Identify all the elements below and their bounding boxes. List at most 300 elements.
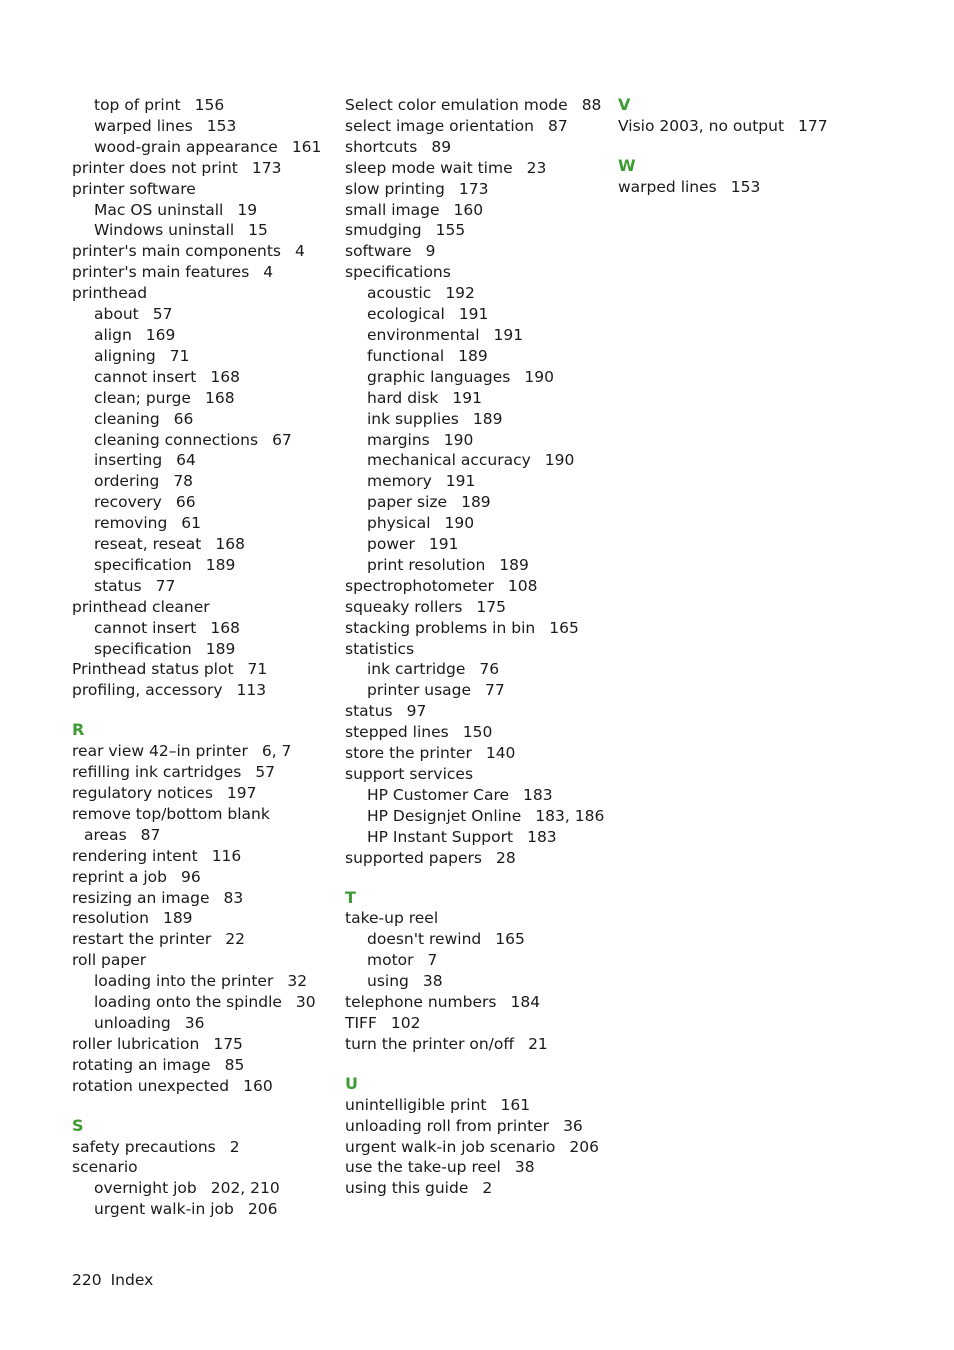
page-reference: 36 [563,1116,583,1135]
index-term: support services [345,765,474,783]
index-term: rotation unexpected [72,1076,230,1095]
index-term: unloading roll from printer [345,1116,550,1135]
index-term: printer software [72,179,196,198]
page-reference: 189 [205,639,236,658]
index-term: store the printer [345,744,472,763]
page-reference: 96 [180,867,201,886]
index-entry [345,179,610,200]
index-term: status [94,576,142,595]
page-reference: 32 [287,972,308,991]
index-term: status [345,702,393,721]
page-reference: 108 [507,576,538,595]
index-subentry [345,471,610,492]
page-reference: 30 [295,993,316,1012]
index-term: cannot insert [94,618,197,637]
page-reference: 183 [527,827,557,846]
index-term: ecological [367,305,445,324]
index-term: resolution [72,909,149,928]
page-reference: 83 [223,888,244,907]
index-entry [345,262,610,283]
index-term: top of print [94,96,181,114]
index-entry [72,846,337,867]
index-term: HP Customer Care [367,785,510,804]
page-reference: 165 [495,930,525,949]
index-letter-heading: W [618,155,636,175]
index-subentry [345,785,610,806]
index-subentry [72,639,337,660]
index-term: use the take-up reel [345,1158,501,1177]
page-reference: 61 [181,514,202,533]
page-reference: 168 [215,535,245,554]
index-term: functional [367,346,445,365]
page-number: 220 [72,1271,102,1289]
index-subentry [345,513,610,534]
page-footer [72,1270,153,1290]
page-reference: 15 [248,221,268,240]
index-column-1 [72,95,337,1220]
page-reference: 87 [547,116,568,135]
index-subentry [345,659,610,680]
index-entry [618,116,918,137]
index-subentry [345,492,610,513]
index-subentry [72,471,337,492]
index-subentry [345,346,610,367]
index-entry [72,179,337,200]
page-reference: 36 [184,1013,205,1032]
page-reference: 76 [479,660,500,679]
index-term: ink supplies [367,409,459,428]
index-term: take-up reel [345,909,439,928]
index-term: overnight job [94,1179,197,1198]
index-subentry [72,325,337,346]
index-term: paper size [367,493,448,512]
index-subentry [345,950,610,971]
index-subentry [72,430,337,451]
index-term: using [367,972,409,991]
page-reference: 189 [472,409,503,428]
page-reference: 168 [210,618,240,637]
page-reference: 206 [247,1200,278,1219]
index-term: acoustic [367,284,432,303]
index-term: wood-grain appearance [94,137,278,156]
index-entry [72,680,337,701]
index-subentry [72,116,337,137]
index-entry [345,116,610,137]
index-term: profiling, accessory [72,681,223,700]
index-entry [72,908,337,929]
index-entry [345,1137,610,1158]
page-reference: 23 [526,158,547,177]
index-term: warped lines [94,116,193,135]
index-term: environmental [367,325,480,344]
page-reference: 87 [140,825,161,844]
index-term: slow printing [345,179,445,198]
page-reference: 66 [175,493,196,512]
index-entry [72,1055,337,1076]
footer-section-title: Index [110,1271,154,1289]
page-reference: 77 [485,681,505,700]
index-term: loading onto the spindle [94,993,282,1012]
index-term: ink cartridge [367,660,466,679]
page-reference: 191 [428,535,459,554]
index-entry [345,764,610,785]
page-reference: 64 [176,451,196,470]
page-reference: 156 [194,96,225,114]
index-term: roller lubrication [72,1034,200,1053]
index-entry [345,639,610,660]
index-term: unintelligible print [345,1095,487,1114]
index-term: graphic languages [367,367,511,386]
index-column-3 [618,95,918,198]
page-reference: 2 [229,1137,240,1156]
page-reference: 165 [549,618,579,637]
page-reference: 57 [255,763,276,782]
page-reference: 184 [510,993,541,1012]
page-reference: 190 [544,451,575,470]
index-term: Printhead status plot [72,660,234,679]
index-term: select image orientation [345,116,534,135]
page-reference: 102 [390,1013,421,1032]
page-reference: 97 [406,702,427,721]
index-term: Windows uninstall [94,221,235,240]
index-subentry [72,513,337,534]
index-entry [345,618,610,639]
index-term: sleep mode wait time [345,158,513,177]
index-term: safety precautions [72,1137,216,1156]
index-term: regulatory notices [72,784,213,802]
page-reference: 190 [524,367,554,386]
index-entry [345,1178,610,1199]
page-reference: 189 [458,346,488,365]
index-entry [345,200,610,221]
index-term: Mac OS uninstall [94,200,224,219]
index-subentry [345,680,610,701]
index-term: inserting [94,451,163,470]
index-term: rotating an image [72,1055,211,1074]
index-term: doesn't rewind [367,930,482,949]
index-subentry [72,409,337,430]
page-reference: 116 [211,846,242,865]
index-term: software [345,242,412,261]
page-reference: 189 [499,555,529,574]
page-reference: 57 [152,305,173,324]
page-reference: 161 [500,1095,531,1114]
index-term: urgent walk-in job scenario [345,1137,556,1156]
index-term: cleaning [94,409,160,428]
index-term: motor [367,951,414,970]
index-entry [345,137,610,158]
page-reference: 71 [169,346,190,365]
index-subentry [72,1199,337,1220]
index-entry [345,908,610,929]
index-term: supported papers [345,848,482,867]
page-reference: 155 [435,221,466,240]
index-subentry [345,409,610,430]
index-subentry [345,971,610,992]
index-term: small image [345,200,440,219]
index-subentry [345,806,610,827]
page-reference: 168 [210,367,240,386]
index-subentry [345,555,610,576]
page-reference: 21 [528,1034,548,1053]
index-term: turn the printer on/off [345,1034,515,1053]
index-entry [72,262,337,283]
page-reference: 160 [243,1076,273,1095]
index-term: hard disk [367,388,439,407]
index-subentry [345,367,610,388]
index-subentry [345,929,610,950]
index-entry [345,158,610,179]
page-reference: 206 [569,1137,600,1156]
page-reference: 71 [247,660,268,679]
index-term: about [94,305,139,324]
page-reference: 4 [263,263,274,282]
index-term: squeaky rollers [345,597,463,616]
index-subentry [72,1013,337,1034]
index-entry [618,177,918,198]
page-reference: 85 [224,1055,245,1074]
page-reference: 66 [173,409,194,428]
index-entry [345,1157,610,1178]
index-entry [72,804,337,846]
index-subentry [345,450,610,471]
index-term: mechanical accuracy [367,451,531,470]
page-reference: 28 [495,848,516,867]
index-subentry [345,388,610,409]
index-term: align [94,325,132,344]
page-reference: 19 [237,200,258,219]
index-term: urgent walk-in job [94,1200,234,1219]
index-entry [72,1076,337,1097]
index-subentry [72,95,337,116]
index-subentry [72,555,337,576]
index-letter-heading: R [72,720,85,740]
index-subentry [345,430,610,451]
index-subentry [72,304,337,325]
page-reference: 6, 7 [261,742,292,761]
page-reference: 191 [452,388,482,407]
index-term: memory [367,472,432,491]
index-term: printer does not print [72,158,238,177]
index-entry [72,950,337,971]
index-term: HP Instant Support [367,827,514,846]
index-term: scenario [72,1158,138,1177]
index-subentry [345,534,610,555]
index-entry [72,1137,337,1158]
index-term: using this guide [345,1179,469,1198]
index-term: recovery [94,493,162,512]
index-term: printer's main features [72,263,250,282]
index-term: spectrophotometer [345,576,494,595]
page-reference: 192 [445,284,475,303]
index-entry [345,95,610,116]
index-term: remove top/bottom blank areas [72,804,270,844]
index-entry [72,929,337,950]
index-term: stacking problems in bin [345,618,536,637]
index-term: specification [94,555,192,574]
index-entry [345,1116,610,1137]
index-entry [72,659,337,680]
index-entry [72,783,337,804]
index-term: reprint a job [72,867,167,886]
index-subentry [72,346,337,367]
page-reference: 189 [461,493,491,512]
index-entry [345,992,610,1013]
index-letter-heading: T [345,887,356,907]
page-reference: 77 [155,576,176,595]
index-entry [345,241,610,262]
index-term: smudging [345,221,422,240]
index-term: removing [94,514,168,533]
index-term: printer usage [367,681,472,700]
page-reference: 197 [226,784,257,802]
page-reference: 175 [476,597,507,616]
index-term: print resolution [367,555,486,574]
index-term: rear view 42–in printer [72,742,248,761]
index-term: Visio 2003, no output [618,116,785,135]
index-term: clean; purge [94,388,191,407]
index-term: ordering [94,472,160,491]
index-entry [72,762,337,783]
index-term: printhead cleaner [72,597,210,616]
index-subentry [72,450,337,471]
page-reference: 191 [458,305,489,324]
index-entry [72,241,337,262]
index-term: TIFF [345,1013,377,1032]
index-entry [345,597,610,618]
index-subentry [72,200,337,221]
index-entry [345,1095,610,1116]
page-reference: 9 [425,242,436,261]
index-subentry [72,992,337,1013]
page-reference: 38 [514,1158,535,1177]
page-reference: 202, 210 [210,1179,280,1198]
index-term: telephone numbers [345,993,497,1012]
index-entry [345,701,610,722]
index-term: cannot insert [94,367,197,386]
index-term: power [367,535,415,554]
index-entry [345,848,610,869]
index-term: margins [367,430,430,449]
page-reference: 189 [162,909,193,928]
index-subentry [72,618,337,639]
index-term: reseat, reseat [94,535,202,554]
index-entry [345,220,610,241]
page-reference: 191 [445,472,476,491]
page-reference: 189 [205,555,236,574]
index-term: refilling ink cartridges [72,763,242,782]
page-reference: 177 [798,116,828,135]
index-subentry [72,971,337,992]
index-subentry [345,325,610,346]
index-term: warped lines [618,177,717,196]
index-term: shortcuts [345,137,418,156]
page-reference: 160 [453,200,484,219]
index-entry [72,1157,337,1178]
index-subentry [345,304,610,325]
page-reference: 38 [422,972,443,991]
index-entry [72,283,337,304]
index-term: cleaning connections [94,430,259,449]
page-reference: 161 [291,137,322,156]
index-subentry [72,1178,337,1199]
index-term: rendering intent [72,846,198,865]
page-reference: 175 [213,1034,243,1053]
index-term: unloading [94,1013,171,1032]
index-entry [345,1013,610,1034]
page-reference: 183, 186 [535,806,605,825]
page-reference: 2 [482,1179,493,1198]
page-reference: 153 [730,177,761,196]
page-reference: 22 [225,930,246,949]
index-term: printer's main components [72,242,282,261]
page-reference: 190 [443,430,474,449]
page-reference: 78 [173,472,194,491]
page-reference: 169 [145,325,176,344]
index-term: specifications [345,263,451,282]
index-entry [72,741,337,762]
index-subentry [72,220,337,241]
page-reference: 183 [523,785,553,804]
page-reference: 67 [272,430,292,449]
index-entry [345,743,610,764]
index-entry [72,867,337,888]
page-reference: 168 [204,388,235,407]
index-term: specification [94,639,192,658]
page-reference: 173 [251,158,282,177]
index-entry [345,1034,610,1055]
page-reference: 190 [444,514,475,533]
page-reference: 113 [236,681,267,700]
index-letter-heading: V [618,95,631,114]
index-term: stepped lines [345,723,449,742]
index-term: roll paper [72,951,147,970]
index-term: restart the printer [72,930,212,949]
index-subentry [72,576,337,597]
page-reference: 150 [462,723,493,742]
index-entry [72,158,337,179]
index-entry [72,597,337,618]
index-subentry [72,388,337,409]
index-term: statistics [345,639,415,658]
index-subentry [345,827,610,848]
index-entry [72,1034,337,1055]
page-reference: 173 [458,179,489,198]
index-letter-heading: S [72,1115,84,1135]
index-term: printhead [72,284,148,303]
index-term: HP Designjet Online [367,806,522,825]
page-reference: 7 [427,951,438,970]
page-reference: 153 [206,116,237,135]
index-subentry [72,137,337,158]
index-entry [345,576,610,597]
index-term: physical [367,514,431,533]
page-reference: 89 [431,137,452,156]
index-term: Select color emulation mode [345,96,568,114]
index-term: resizing an image [72,888,210,907]
page-reference: 88 [581,96,602,114]
index-letter-heading: U [345,1073,358,1093]
index-term: loading into the printer [94,972,274,991]
index-entry [72,888,337,909]
index-column-2 [345,95,610,1199]
index-entry [345,722,610,743]
index-subentry [72,534,337,555]
page-reference: 4 [295,242,305,261]
index-subentry [72,492,337,513]
page-reference: 140 [485,744,516,763]
index-subentry [345,283,610,304]
